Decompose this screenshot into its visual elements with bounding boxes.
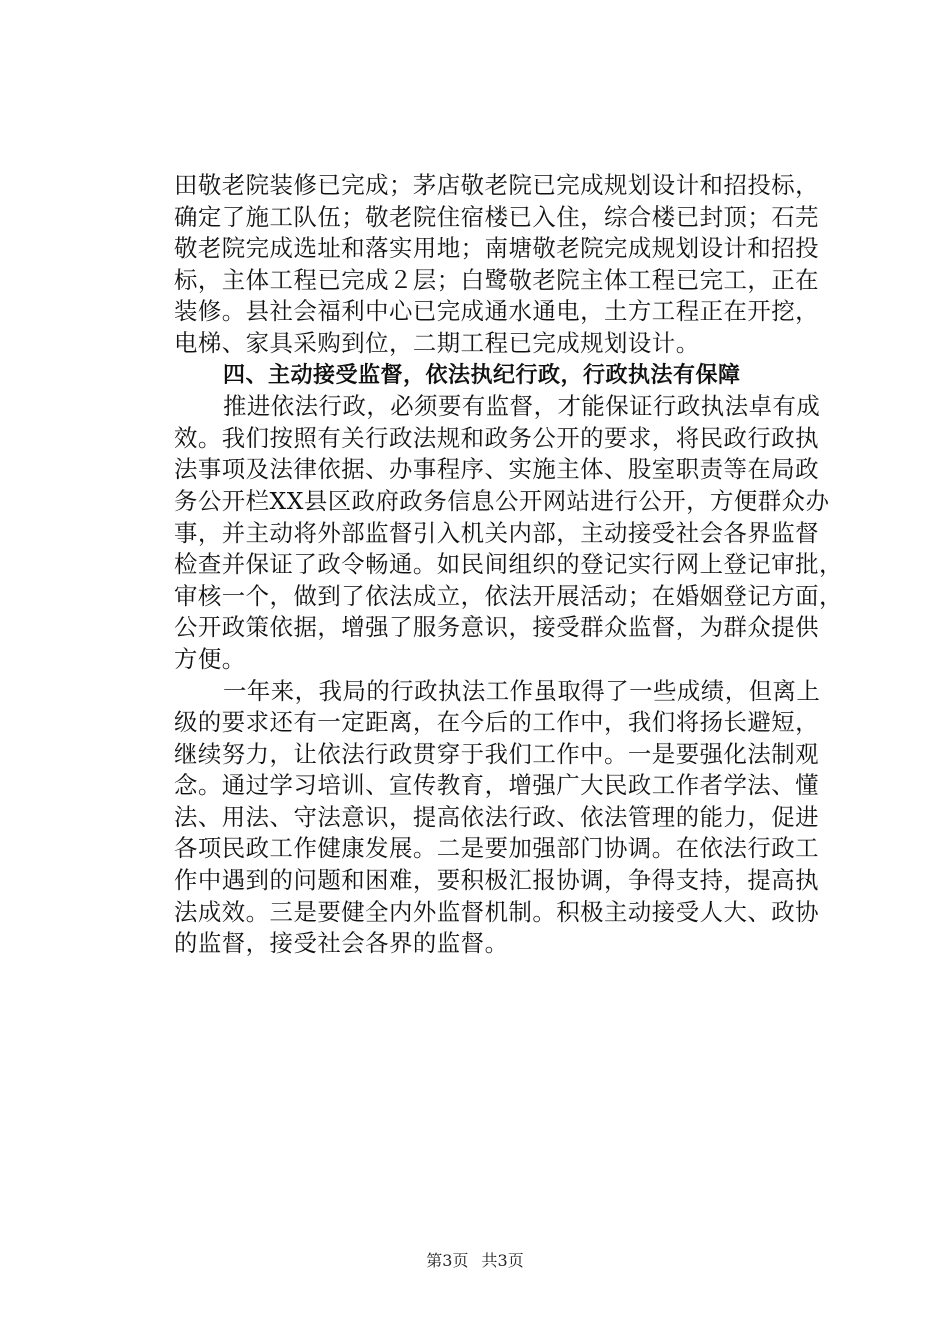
paragraph-line: 田敬老院装修已完成；茅店敬老院已完成规划设计和招投标， <box>174 171 820 199</box>
paragraph-line: 念。通过学习培训、宣传教育，增强广大民政工作者学法、懂 <box>174 771 820 800</box>
paragraph-line: 法、用法、守法意识，提高依法行政、依法管理的能力，促进 <box>174 802 820 831</box>
paragraph-line: 装修。县社会福利中心已完成通水通电，土方工程正在开挖， <box>174 297 820 326</box>
paragraph-line: 一年来，我局的行政执法工作虽取得了一些成绩，但离上 <box>223 676 821 705</box>
page-footer <box>0 1248 950 1271</box>
paragraph-line: 审核一个，做到了依法成立，依法开展活动；在婚姻登记方面， <box>174 581 843 610</box>
paragraph-line: 电梯、家具采购到位，二期工程已完成规划设计。 <box>174 328 700 357</box>
paragraph-line: 公开政策依据，增强了服务意识，接受群众监督，为群众提供 <box>174 613 820 642</box>
document-body <box>174 170 843 960</box>
paragraph-line: 继续努力，让依法行政贯穿于我们工作中。一是要强化法制观 <box>174 739 820 768</box>
paragraph-line: 各项民政工作健康发展。二是要加强部门协调。在依法行政工 <box>174 834 820 863</box>
paragraph-line: 推进依法行政，必须要有监督，才能保证行政执法卓有成 <box>223 392 821 421</box>
paragraph-line: 标，主体工程已完成２层；白鹭敬老院主体工程已完工，正在 <box>174 265 820 294</box>
page-total: 共3页 <box>481 1251 524 1270</box>
paragraph-line: 的监督，接受社会各界的监督。 <box>174 929 509 958</box>
section-heading: 四、主动接受监督，依法执纪行政，行政执法有保障 <box>223 362 741 388</box>
paragraph-line: 确定了施工队伍；敬老院住宿楼已入住，综合楼已封顶；石芫 <box>174 202 820 231</box>
paragraph-line: 务公开栏XX县区政府政务信息公开网站进行公开，方便群众办 <box>174 486 830 515</box>
page-number: 第3页 <box>426 1251 469 1270</box>
paragraph-line: 作中遇到的问题和困难，要积极汇报协调，争得支持，提高执 <box>174 866 820 895</box>
paragraph-line: 法成效。三是要健全内外监督机制。积极主动接受人大、政协 <box>174 897 820 926</box>
paragraph-line: 效。我们按照有关行政法规和政务公开的要求，将民政行政执 <box>174 423 820 452</box>
paragraph-line: 方便。 <box>174 644 246 673</box>
paragraph-line: 检查并保证了政令畅通。如民间组织的登记实行网上登记审批， <box>174 550 843 579</box>
paragraph-line: 法事项及法律依据、办事程序、实施主体、股室职责等在局政 <box>174 455 820 484</box>
paragraph-line: 级的要求还有一定距离，在今后的工作中，我们将扬长避短， <box>174 708 820 737</box>
paragraph-line: 事，并主动将外部监督引入机关内部，主动接受社会各界监督 <box>174 518 820 547</box>
paragraph-line: 敬老院完成选址和落实用地；南塘敬老院完成规划设计和招投 <box>174 234 820 263</box>
